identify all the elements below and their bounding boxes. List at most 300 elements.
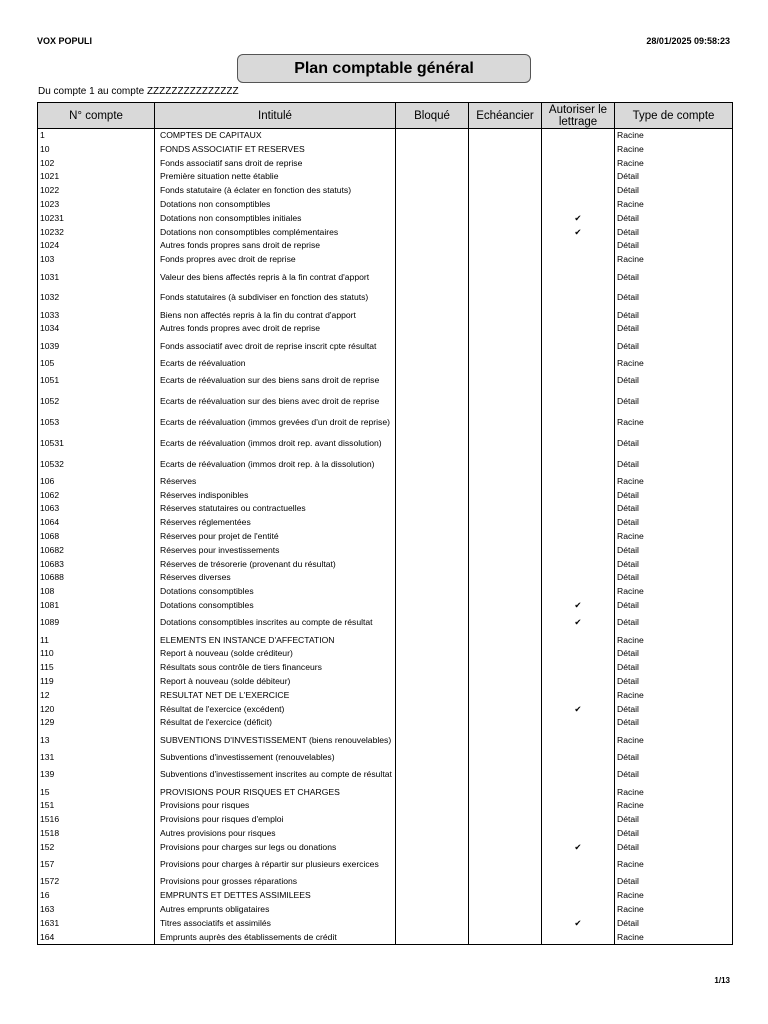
account-label <box>155 516 396 530</box>
account-number: 1089 <box>38 613 155 634</box>
account-label-text: Fonds statutaire (à éclater en fonction des statuts) <box>160 185 352 196</box>
account-label <box>155 157 396 171</box>
account-number: 1068 <box>38 530 155 544</box>
schedule-cell <box>469 854 542 875</box>
account-label <box>155 239 396 253</box>
lettering-check <box>542 716 615 730</box>
account-type: Détail <box>615 454 733 475</box>
schedule-cell <box>469 675 542 689</box>
account-label <box>155 253 396 267</box>
account-number: 106 <box>38 475 155 489</box>
lettering-check <box>542 751 615 765</box>
lettering-check <box>542 585 615 599</box>
account-type: Détail <box>615 599 733 613</box>
account-number: 1023 <box>38 198 155 212</box>
account-type: Racine <box>615 634 733 648</box>
lettering-check <box>542 239 615 253</box>
page-number: 1/13 <box>714 976 730 985</box>
lettering-check: ✔ <box>542 841 615 855</box>
account-number: 119 <box>38 675 155 689</box>
account-type: Détail <box>615 544 733 558</box>
account-label-text: Subventions d'investissement (renouvelables) <box>160 751 335 762</box>
account-number: 11 <box>38 634 155 648</box>
account-label-text: Ecarts de réévaluation (immos droit rep. à la dissolution) <box>160 458 375 469</box>
table-row <box>38 530 733 544</box>
schedule-cell <box>469 212 542 226</box>
account-number: 110 <box>38 647 155 661</box>
lettering-check <box>542 730 615 751</box>
account-label <box>155 309 396 323</box>
account-label-text: Provisions pour charges à répartir sur plusieurs exercices <box>160 859 379 870</box>
table-row <box>38 212 733 226</box>
account-type: Racine <box>615 143 733 157</box>
account-type: Détail <box>615 841 733 855</box>
blocked-cell <box>396 765 469 786</box>
schedule-cell <box>469 502 542 516</box>
table-row <box>38 854 733 875</box>
table-row <box>38 371 733 392</box>
schedule-cell <box>469 716 542 730</box>
lettering-check: ✔ <box>542 212 615 226</box>
account-label-text: Autres provisions pour risques <box>160 827 276 838</box>
schedule-cell <box>469 730 542 751</box>
account-type: Détail <box>615 371 733 392</box>
account-label-text: Fonds statutaires (à subdiviser en fonction des statuts) <box>160 292 369 303</box>
account-label <box>155 288 396 309</box>
lettering-check <box>542 184 615 198</box>
table-row <box>38 129 733 143</box>
account-label-text: Fonds associatif sans droit de reprise <box>160 157 303 168</box>
blocked-cell <box>396 288 469 309</box>
blocked-cell <box>396 613 469 634</box>
account-type: Racine <box>615 253 733 267</box>
table-row <box>38 599 733 613</box>
table-row <box>38 585 733 599</box>
blocked-cell <box>396 226 469 240</box>
account-label <box>155 571 396 585</box>
account-label-text: Ecarts de réévaluation (immos grevées d'un droit de reprise) <box>160 416 390 427</box>
schedule-cell <box>469 239 542 253</box>
blocked-cell <box>396 157 469 171</box>
schedule-cell <box>469 544 542 558</box>
account-type: Détail <box>615 170 733 184</box>
account-label-text: RESULTAT NET DE L'EXERCICE <box>160 689 290 700</box>
account-label-text: Report à nouveau (solde débiteur) <box>160 675 291 686</box>
blocked-cell <box>396 599 469 613</box>
lettering-check <box>542 544 615 558</box>
table-row <box>38 841 733 855</box>
blocked-cell <box>396 322 469 336</box>
account-label <box>155 785 396 799</box>
account-label-text: Provisions pour risques <box>160 800 250 811</box>
account-number: 10231 <box>38 212 155 226</box>
account-label-text: ELEMENTS EN INSTANCE D'AFFECTATION <box>160 634 335 645</box>
account-type: Détail <box>615 647 733 661</box>
table-row <box>38 751 733 765</box>
account-label-text: Dotations non consomptibles complémentaires <box>160 226 339 237</box>
print-datetime: 28/01/2025 09:58:23 <box>646 36 730 46</box>
account-label-text: Réserves réglementées <box>160 517 251 528</box>
account-number: 1024 <box>38 239 155 253</box>
account-number: 1062 <box>38 489 155 503</box>
account-label-text: Autres fonds propres avec droit de reprise <box>160 323 321 334</box>
account-type: Racine <box>615 799 733 813</box>
lettering-check <box>542 647 615 661</box>
account-type: Détail <box>615 212 733 226</box>
account-label-text: Résultat de l'exercice (excédent) <box>160 703 285 714</box>
lettering-check <box>542 516 615 530</box>
account-type: Détail <box>615 751 733 765</box>
blocked-cell <box>396 875 469 889</box>
account-number: 1518 <box>38 827 155 841</box>
account-number: 115 <box>38 661 155 675</box>
blocked-cell <box>396 917 469 931</box>
account-type: Détail <box>615 336 733 357</box>
blocked-cell <box>396 634 469 648</box>
lettering-check <box>542 157 615 171</box>
account-number: 164 <box>38 930 155 944</box>
blocked-cell <box>396 571 469 585</box>
lettering-check <box>542 689 615 703</box>
blocked-cell <box>396 336 469 357</box>
blocked-cell <box>396 198 469 212</box>
table-row <box>38 634 733 648</box>
lettering-check <box>542 930 615 944</box>
lettering-check: ✔ <box>542 613 615 634</box>
lettering-check <box>542 475 615 489</box>
schedule-cell <box>469 765 542 786</box>
account-label <box>155 322 396 336</box>
account-number: 103 <box>38 253 155 267</box>
lettering-check: ✔ <box>542 702 615 716</box>
table-row <box>38 226 733 240</box>
account-number: 10532 <box>38 454 155 475</box>
table-row <box>38 799 733 813</box>
lettering-check <box>542 889 615 903</box>
schedule-cell <box>469 599 542 613</box>
table-row <box>38 392 733 413</box>
table-row <box>38 730 733 751</box>
account-label-text: FONDS ASSOCIATIF ET RESERVES <box>160 143 305 154</box>
account-label <box>155 813 396 827</box>
blocked-cell <box>396 371 469 392</box>
lettering-check <box>542 143 615 157</box>
schedule-cell <box>469 530 542 544</box>
schedule-cell <box>469 785 542 799</box>
schedule-cell <box>469 751 542 765</box>
account-number: 1 <box>38 129 155 143</box>
table-row <box>38 239 733 253</box>
schedule-cell <box>469 903 542 917</box>
blocked-cell <box>396 689 469 703</box>
table-row <box>38 716 733 730</box>
account-label-text: Biens non affectés repris à la fin du contrat d'apport <box>160 309 356 320</box>
account-label-text: Fonds associatif avec droit de reprise inscrit cpte résultat <box>160 340 377 351</box>
account-number: 1052 <box>38 392 155 413</box>
account-label <box>155 799 396 813</box>
lettering-check <box>542 170 615 184</box>
blocked-cell <box>396 785 469 799</box>
table-row <box>38 661 733 675</box>
account-type: Racine <box>615 689 733 703</box>
schedule-cell <box>469 226 542 240</box>
schedule-cell <box>469 827 542 841</box>
account-number: 1022 <box>38 184 155 198</box>
schedule-cell <box>469 917 542 931</box>
account-label-text: Dotations non consomptibles initiales <box>160 212 302 223</box>
account-number: 1031 <box>38 267 155 288</box>
account-number: 152 <box>38 841 155 855</box>
blocked-cell <box>396 799 469 813</box>
blocked-cell <box>396 129 469 143</box>
blocked-cell <box>396 827 469 841</box>
lettering-check <box>542 827 615 841</box>
schedule-cell <box>469 689 542 703</box>
account-number: 1021 <box>38 170 155 184</box>
account-label <box>155 212 396 226</box>
blocked-cell <box>396 558 469 572</box>
account-number: 131 <box>38 751 155 765</box>
account-number: 1039 <box>38 336 155 357</box>
blocked-cell <box>396 212 469 226</box>
table-row <box>38 647 733 661</box>
schedule-cell <box>469 170 542 184</box>
account-number: 108 <box>38 585 155 599</box>
schedule-cell <box>469 661 542 675</box>
account-label-text: Dotations consomptibles <box>160 586 254 597</box>
account-number: 151 <box>38 799 155 813</box>
account-label <box>155 889 396 903</box>
account-label-text: SUBVENTIONS D'INVESTISSEMENT (biens renouvelables) <box>160 734 392 745</box>
lettering-check <box>542 558 615 572</box>
schedule-cell <box>469 571 542 585</box>
lettering-check <box>542 813 615 827</box>
lettering-check <box>542 357 615 371</box>
account-label-text: Autres emprunts obligataires <box>160 903 270 914</box>
account-type: Détail <box>615 661 733 675</box>
blocked-cell <box>396 489 469 503</box>
blocked-cell <box>396 475 469 489</box>
blocked-cell <box>396 675 469 689</box>
lettering-check <box>542 253 615 267</box>
account-label-text: Réserves pour projet de l'entité <box>160 531 279 542</box>
account-type: Détail <box>615 489 733 503</box>
table-row <box>38 516 733 530</box>
table-row <box>38 489 733 503</box>
account-type: Racine <box>615 475 733 489</box>
schedule-cell <box>469 516 542 530</box>
account-label <box>155 371 396 392</box>
table-row <box>38 571 733 585</box>
account-label <box>155 827 396 841</box>
account-label-text: Fonds propres avec droit de reprise <box>160 254 296 265</box>
lettering-check <box>542 765 615 786</box>
table-row <box>38 613 733 634</box>
schedule-cell <box>469 336 542 357</box>
account-type: Racine <box>615 930 733 944</box>
account-number: 10 <box>38 143 155 157</box>
account-label <box>155 903 396 917</box>
account-number: 1572 <box>38 875 155 889</box>
col-header-label: Intitulé <box>155 103 396 129</box>
page-title <box>237 54 531 83</box>
blocked-cell <box>396 889 469 903</box>
account-label <box>155 489 396 503</box>
table-row <box>38 184 733 198</box>
account-label-text: EMPRUNTS ET DETTES ASSIMILEES <box>160 890 311 901</box>
schedule-cell <box>469 930 542 944</box>
account-label <box>155 226 396 240</box>
account-label <box>155 930 396 944</box>
account-type: Détail <box>615 239 733 253</box>
col-header-blocked: Bloqué <box>396 103 469 129</box>
table-row <box>38 170 733 184</box>
blocked-cell <box>396 930 469 944</box>
blocked-cell <box>396 530 469 544</box>
account-label-text: Report à nouveau (solde créditeur) <box>160 648 293 659</box>
account-label-text: Provisions pour risques d'emploi <box>160 814 284 825</box>
schedule-cell <box>469 143 542 157</box>
schedule-cell <box>469 647 542 661</box>
account-label <box>155 530 396 544</box>
account-label-text: Réserves statutaires ou contractuelles <box>160 503 306 514</box>
table-row <box>38 917 733 931</box>
account-label-text: Ecarts de réévaluation <box>160 358 246 369</box>
account-type: Détail <box>615 267 733 288</box>
account-number: 10688 <box>38 571 155 585</box>
lettering-check <box>542 412 615 433</box>
lettering-check <box>542 322 615 336</box>
blocked-cell <box>396 585 469 599</box>
account-label <box>155 198 396 212</box>
schedule-cell <box>469 253 542 267</box>
account-label-text: Ecarts de réévaluation sur des biens avec droit de reprise <box>160 396 380 407</box>
schedule-cell <box>469 799 542 813</box>
account-type: Détail <box>615 827 733 841</box>
account-label <box>155 336 396 357</box>
account-label <box>155 599 396 613</box>
account-label <box>155 129 396 143</box>
table-row <box>38 903 733 917</box>
account-type: Racine <box>615 357 733 371</box>
account-type: Détail <box>615 716 733 730</box>
account-type: Détail <box>615 702 733 716</box>
table-row <box>38 813 733 827</box>
account-number: 10683 <box>38 558 155 572</box>
account-type: Détail <box>615 675 733 689</box>
lettering-check <box>542 489 615 503</box>
table-row <box>38 357 733 371</box>
table-row <box>38 157 733 171</box>
blocked-cell <box>396 813 469 827</box>
account-number: 120 <box>38 702 155 716</box>
lettering-check <box>542 785 615 799</box>
table-row <box>38 930 733 944</box>
account-label-text: Provisions pour grosses réparations <box>160 876 298 887</box>
account-type: Racine <box>615 157 733 171</box>
blocked-cell <box>396 392 469 413</box>
table-row <box>38 253 733 267</box>
account-label-text: Ecarts de réévaluation (immos droit rep. avant dissolution) <box>160 437 382 448</box>
account-type: Racine <box>615 903 733 917</box>
blocked-cell <box>396 357 469 371</box>
lettering-check <box>542 433 615 454</box>
blocked-cell <box>396 661 469 675</box>
table-row <box>38 785 733 799</box>
account-type: Détail <box>615 184 733 198</box>
account-range: Du compte 1 au compte ZZZZZZZZZZZZZZZ <box>38 86 239 97</box>
account-type: Détail <box>615 613 733 634</box>
account-label <box>155 841 396 855</box>
account-label <box>155 917 396 931</box>
account-label <box>155 675 396 689</box>
table-row <box>38 827 733 841</box>
account-label <box>155 475 396 489</box>
lettering-check <box>542 267 615 288</box>
account-label <box>155 544 396 558</box>
account-type: Détail <box>615 322 733 336</box>
company-name: VOX POPULI <box>37 36 93 46</box>
account-label-text: Réserves diverses <box>160 572 231 583</box>
account-label <box>155 647 396 661</box>
blocked-cell <box>396 170 469 184</box>
account-type: Détail <box>615 917 733 931</box>
account-number: 10682 <box>38 544 155 558</box>
account-number: 13 <box>38 730 155 751</box>
lettering-check <box>542 129 615 143</box>
table-row <box>38 433 733 454</box>
blocked-cell <box>396 647 469 661</box>
table-row <box>38 198 733 212</box>
blocked-cell <box>396 716 469 730</box>
account-label <box>155 751 396 765</box>
account-number: 1034 <box>38 322 155 336</box>
table-row <box>38 502 733 516</box>
account-number: 1033 <box>38 309 155 323</box>
account-number: 1064 <box>38 516 155 530</box>
account-label <box>155 392 396 413</box>
account-type: Détail <box>615 309 733 323</box>
account-number: 1516 <box>38 813 155 827</box>
col-header-type: Type de compte <box>615 103 733 129</box>
table-row <box>38 309 733 323</box>
account-label <box>155 613 396 634</box>
lettering-check <box>542 661 615 675</box>
blocked-cell <box>396 239 469 253</box>
account-label-text: Ecarts de réévaluation sur des biens sans droit de reprise <box>160 375 380 386</box>
account-number: 15 <box>38 785 155 799</box>
account-number: 1032 <box>38 288 155 309</box>
schedule-cell <box>469 454 542 475</box>
blocked-cell <box>396 502 469 516</box>
table-row <box>38 322 733 336</box>
account-type: Détail <box>615 392 733 413</box>
account-label <box>155 267 396 288</box>
lettering-check <box>542 675 615 689</box>
lettering-check <box>542 336 615 357</box>
page-title-text: Plan comptable général <box>294 59 474 77</box>
account-number: 1051 <box>38 371 155 392</box>
schedule-cell <box>469 702 542 716</box>
account-type: Racine <box>615 198 733 212</box>
table-row <box>38 475 733 489</box>
account-number: 12 <box>38 689 155 703</box>
table-header-row <box>38 103 733 129</box>
blocked-cell <box>396 544 469 558</box>
account-number: 102 <box>38 157 155 171</box>
blocked-cell <box>396 309 469 323</box>
account-number: 105 <box>38 357 155 371</box>
